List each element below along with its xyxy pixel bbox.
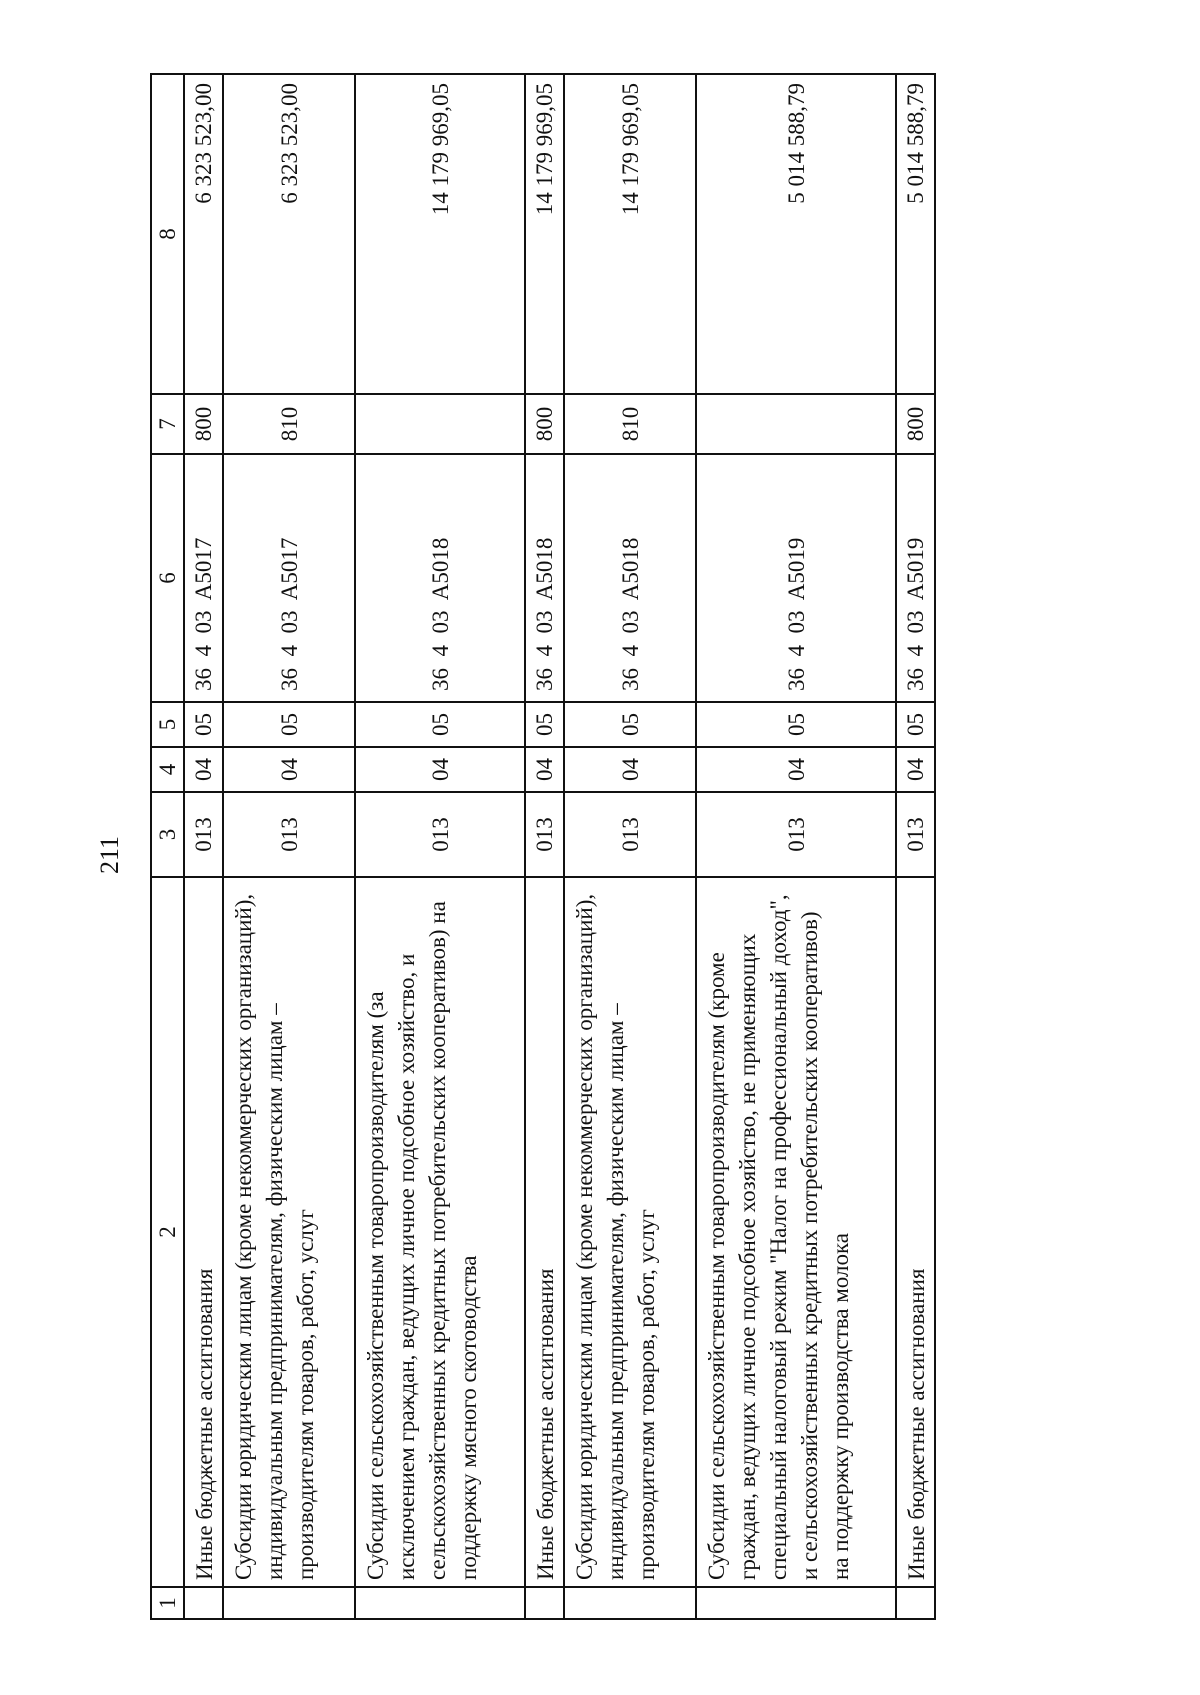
name-cell: Иные бюджетные ассигнования: [525, 877, 564, 1587]
section-cell: 04: [696, 747, 896, 792]
ministry-code-cell: 013: [223, 792, 355, 877]
subsection-cell: 05: [223, 702, 355, 747]
header-row: [151, 74, 184, 1619]
subsection-cell: 05: [564, 702, 696, 747]
section-cell: 04: [184, 747, 223, 792]
name-cell: Субсидии юридическим лицам (кроме некоммерческих организаций), индивидуальным предпринимателям, физическим лицам – производителям товаров, работ, услуг: [223, 877, 355, 1587]
table-row: [696, 74, 896, 1619]
table-row: [896, 74, 935, 1619]
subsection-cell: 05: [355, 702, 525, 747]
target-article-cell: 36 4 03 A5017: [184, 454, 223, 702]
name-cell: Иные бюджетные ассигнования: [184, 877, 223, 1587]
col-header-3: 3: [151, 792, 184, 877]
page-number: 211: [95, 835, 124, 875]
col-header-8: 8: [151, 74, 184, 394]
col-header-6: 6: [151, 454, 184, 702]
target-article-cell: 36 4 03 A5018: [525, 454, 564, 702]
row-number-cell: [184, 1587, 223, 1619]
col-header-1: 1: [151, 1587, 184, 1619]
expense-type-cell: 810: [564, 394, 696, 454]
section-cell: 04: [564, 747, 696, 792]
col-header-4: 4: [151, 747, 184, 792]
section-cell: 04: [896, 747, 935, 792]
amount-cell: 14 179 969,05: [525, 74, 564, 394]
ministry-code-cell: 013: [564, 792, 696, 877]
col-header-2: 2: [151, 877, 184, 1587]
table-row: [184, 74, 223, 1619]
row-number-cell: [223, 1587, 355, 1619]
target-article-cell: 36 4 03 A5019: [896, 454, 935, 702]
table-row: [564, 74, 696, 1619]
name-cell: Субсидии юридическим лицам (кроме некоммерческих организаций), индивидуальным предпринимателям, физическим лицам – производителям товаров, работ, услуг: [564, 877, 696, 1587]
amount-cell: 6 323 523,00: [223, 74, 355, 394]
expense-type-cell: 800: [896, 394, 935, 454]
col-header-7: 7: [151, 394, 184, 454]
row-number-cell: [896, 1587, 935, 1619]
target-article-cell: 36 4 03 A5019: [696, 454, 896, 702]
amount-cell: 14 179 969,05: [355, 74, 525, 394]
row-number-cell: [525, 1587, 564, 1619]
expense-type-cell: [696, 394, 896, 454]
table-row: [525, 74, 564, 1619]
ministry-code-cell: 013: [355, 792, 525, 877]
name-cell: Субсидии сельскохозяйственным товаропроизводителям (за исключением граждан, ведущих личное подсобное хозяйство, и сельскохозяйственных кредитных потребительских кооперативов) на поддержку мясного скотоводства: [355, 877, 525, 1587]
row-number-cell: [355, 1587, 525, 1619]
expense-type-cell: 810: [223, 394, 355, 454]
expense-type-cell: 800: [184, 394, 223, 454]
ministry-code-cell: 013: [525, 792, 564, 877]
name-cell: Иные бюджетные ассигнования: [896, 877, 935, 1587]
name-cell: Субсидии сельскохозяйственным товаропроизводителям (кроме граждан, ведущих личное подсобное хозяйство, не применяющих специальный налоговый режим "Налог на профессиональный доход", и сельскохозяйственных кредитных потребительских кооперативов) на поддержку производства молока: [696, 877, 896, 1587]
section-cell: 04: [223, 747, 355, 792]
ministry-code-cell: 013: [896, 792, 935, 877]
subsection-cell: 05: [184, 702, 223, 747]
section-cell: 04: [355, 747, 525, 792]
amount-cell: 5 014 588,79: [696, 74, 896, 394]
expense-type-cell: [355, 394, 525, 454]
subsection-cell: 05: [696, 702, 896, 747]
amount-cell: 14 179 969,05: [564, 74, 696, 394]
amount-cell: 5 014 588,79: [896, 74, 935, 394]
budget-table-rotated: [150, 75, 1045, 1620]
expense-type-cell: 800: [525, 394, 564, 454]
ministry-code-cell: 013: [184, 792, 223, 877]
row-number-cell: [564, 1587, 696, 1619]
col-header-5: 5: [151, 702, 184, 747]
ministry-code-cell: 013: [696, 792, 896, 877]
target-article-cell: 36 4 03 A5017: [223, 454, 355, 702]
budget-table: [150, 73, 936, 1620]
subsection-cell: 05: [525, 702, 564, 747]
section-cell: 04: [525, 747, 564, 792]
table-row: [355, 74, 525, 1619]
target-article-cell: 36 4 03 A5018: [355, 454, 525, 702]
subsection-cell: 05: [896, 702, 935, 747]
row-number-cell: [696, 1587, 896, 1619]
table-row: [223, 74, 355, 1619]
target-article-cell: 36 4 03 A5018: [564, 454, 696, 702]
amount-cell: 6 323 523,00: [184, 74, 223, 394]
